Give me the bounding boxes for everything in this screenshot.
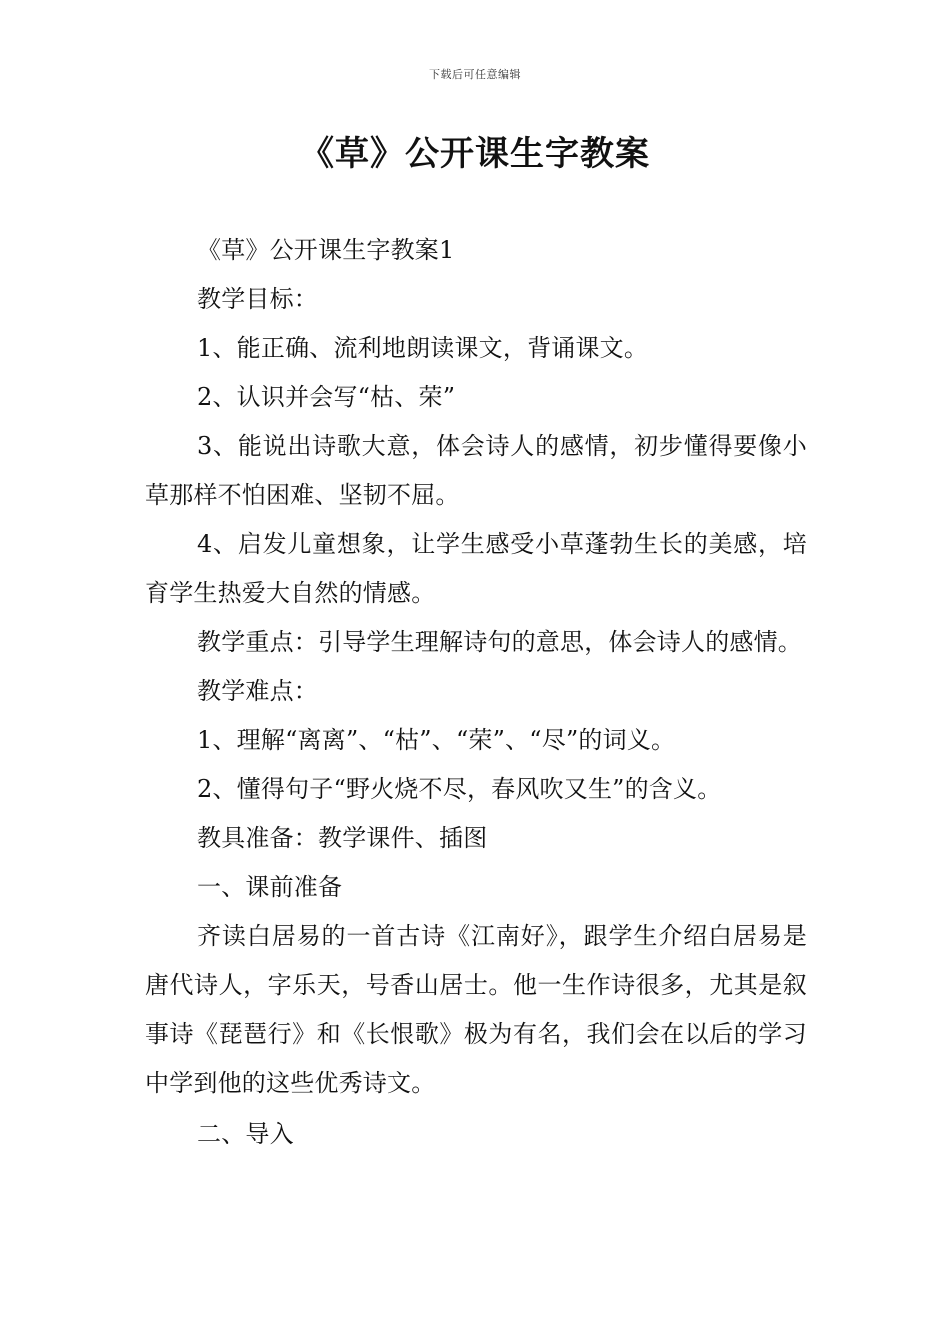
paragraph-step-2-heading: 二、导入 — [197, 1120, 294, 1148]
paragraph-teaching-aids: 教具准备：教学课件、插图 — [197, 824, 488, 852]
paragraph-difficulty-1: 1、理解“离离”、“枯”、“荣”、“尽”的词义。 — [197, 726, 676, 754]
paragraph-difficulties-label: 教学难点： — [197, 677, 318, 705]
paragraph-objective-3: 3、能说出诗歌大意，体会诗人的感情，初步懂得要像小草那样不怕困难、坚韧不屈。 — [145, 432, 807, 509]
paragraph-key-points: 教学重点：引导学生理解诗句的意思，体会诗人的感情。 — [197, 628, 802, 656]
paragraph-difficulty-2: 2、懂得句子“野火烧不尽，春风吹又生”的含义。 — [197, 775, 722, 803]
paragraph-objective-4: 4、启发儿童想象，让学生感受小草蓬勃生长的美感，培育学生热爱大自然的情感。 — [145, 530, 807, 607]
document-title: 《草》公开课生字教案 — [300, 134, 650, 174]
paragraph-objective-1: 1、能正确、流利地朗读课文，背诵课文。 — [197, 334, 649, 362]
paragraph-objectives-label: 教学目标： — [197, 285, 318, 313]
section-heading: 《草》公开课生字教案1 — [197, 236, 455, 264]
header-note: 下载后可任意编辑 — [429, 68, 521, 81]
paragraph-step-1-heading: 一、课前准备 — [197, 873, 343, 901]
paragraph-step-1-body: 齐读白居易的一首古诗《江南好》，跟学生介绍白居易是唐代诗人，字乐天，号香山居士。他一生作诗很多，尤其是叙事诗《琵琶行》和《长恨歌》极为有名，我们会在以后的学习中学到他的这些优秀诗文。 — [145, 922, 807, 1097]
paragraph-objective-2: 2、认识并会写“枯、荣” — [197, 383, 456, 411]
document-body — [145, 226, 807, 1159]
